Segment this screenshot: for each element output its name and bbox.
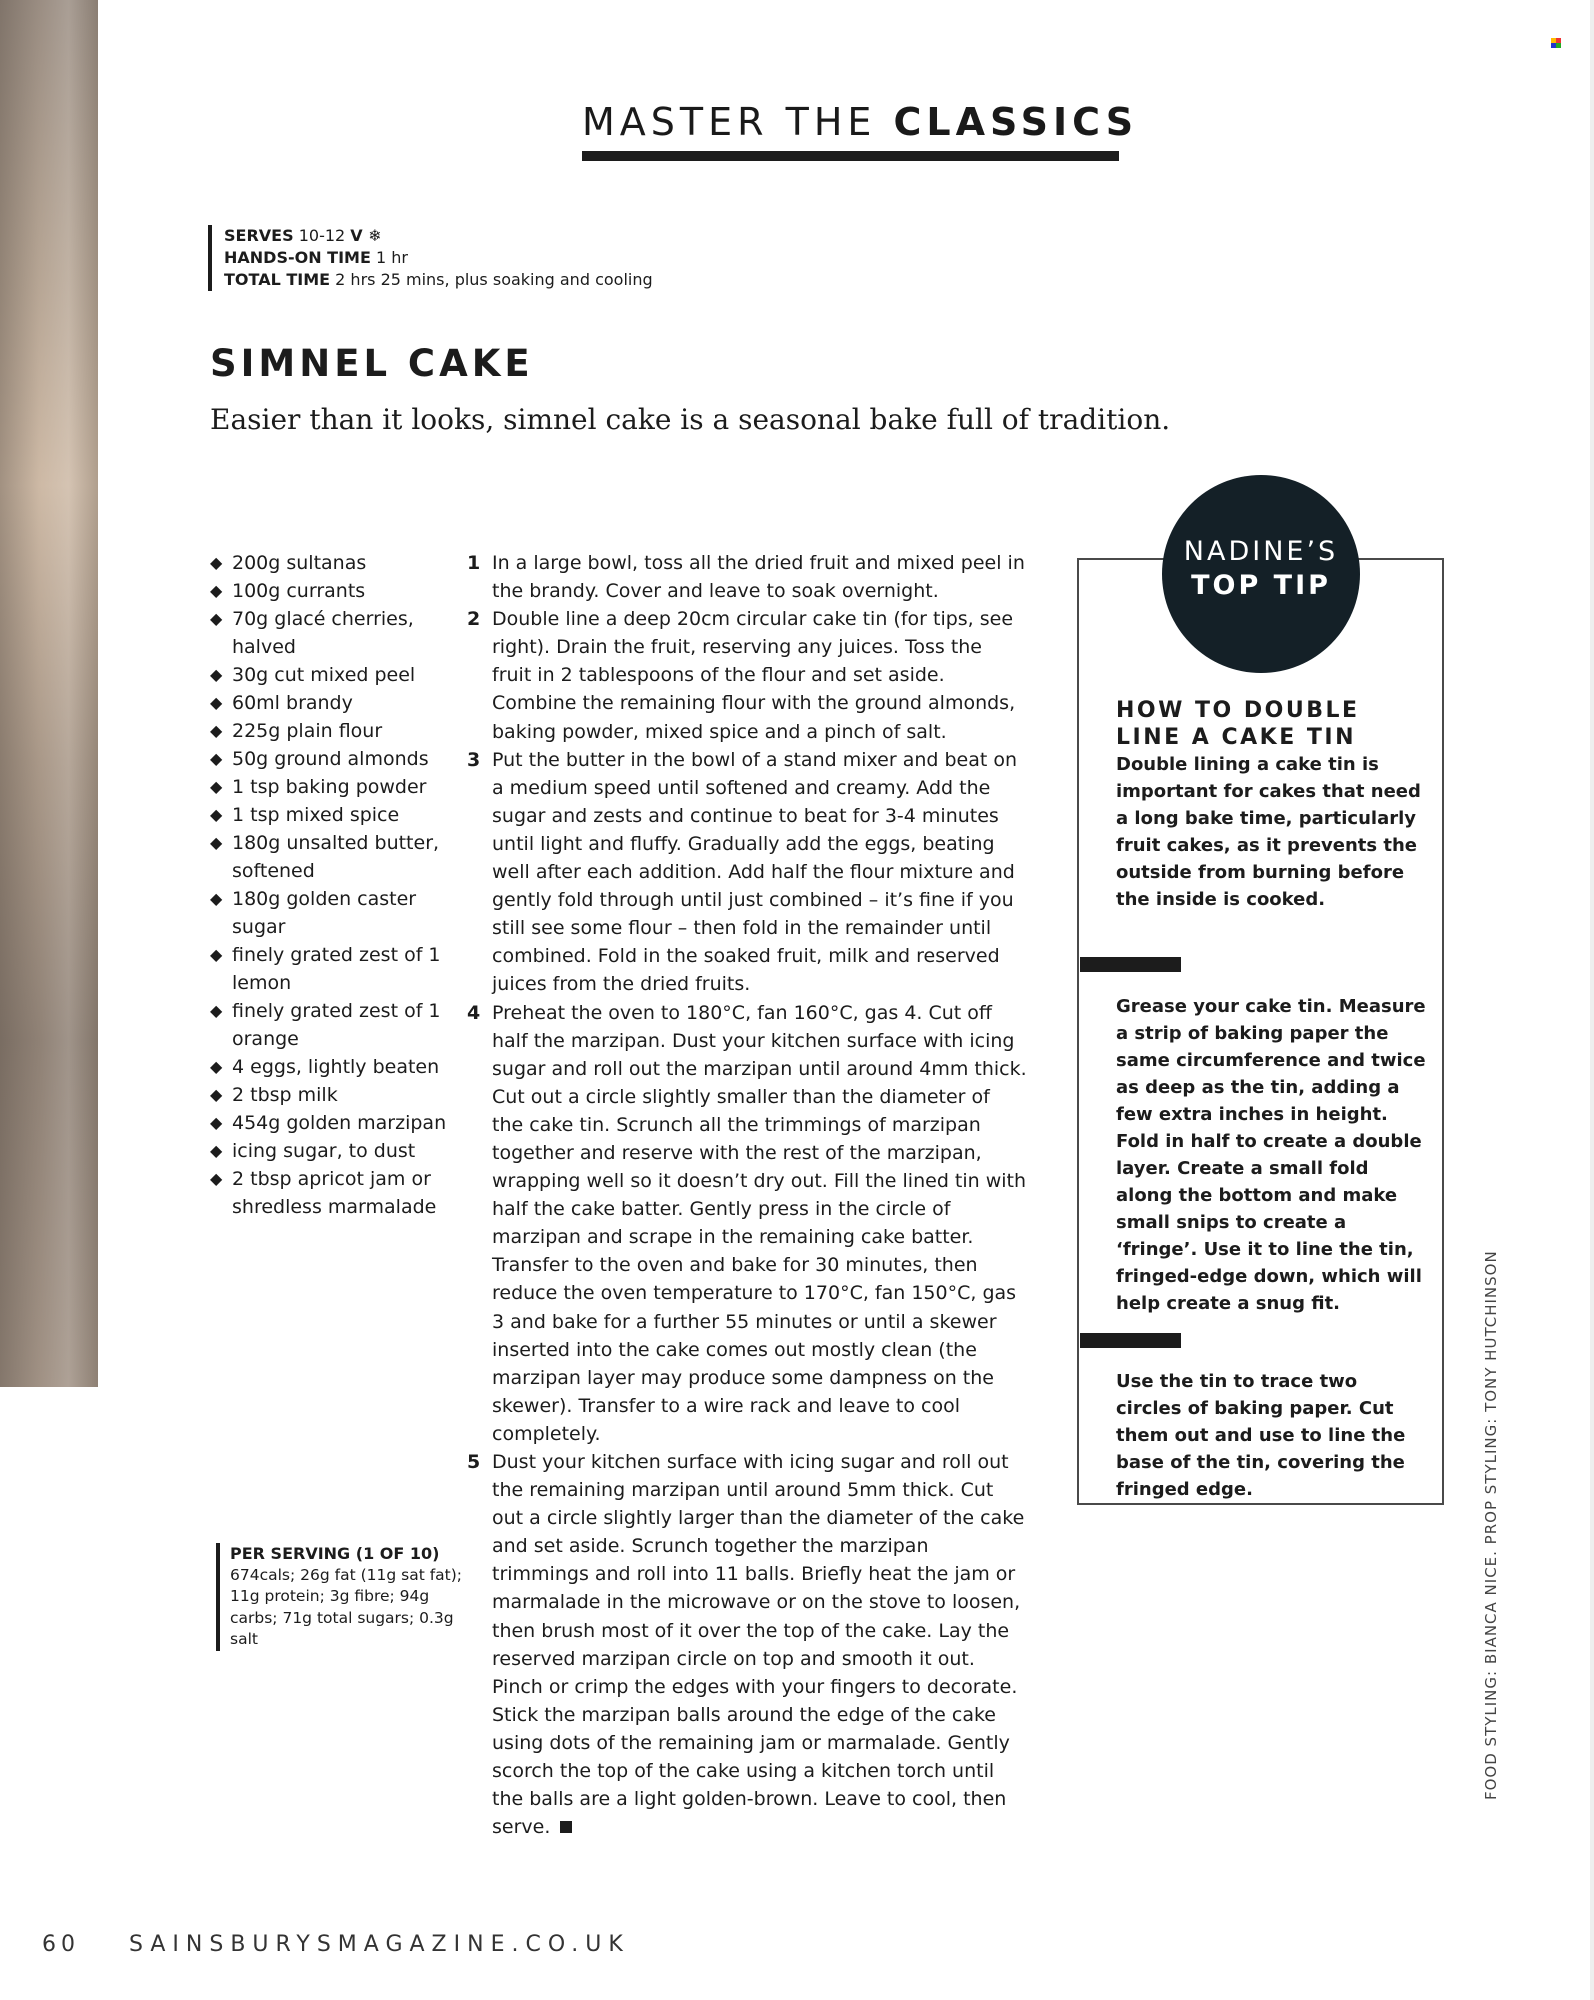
tip-intro: Double lining a cake tin is important for cakes that need a long bake time, particularly fruit cakes, as it prevents the outside from burning before the inside is cooked. xyxy=(1116,754,1421,910)
ingredient-item: ◆ 180g unsalted butter, softened xyxy=(210,829,460,885)
serves-label: SERVES xyxy=(224,226,294,245)
ingredient-item: ◆ finely grated zest of 1 lemon xyxy=(210,941,460,997)
hands-on-line xyxy=(224,247,744,269)
nutrition-panel xyxy=(216,1543,470,1651)
ingredient-item: ◆ 100g currants xyxy=(210,577,460,605)
top-tip-badge xyxy=(1162,475,1360,673)
tip-divider xyxy=(1080,957,1181,972)
ingredient-item: ◆ 180g golden caster sugar xyxy=(210,885,460,941)
colour-mark-icon xyxy=(1551,38,1561,48)
diet-marks: V ❄ xyxy=(350,226,382,245)
total-time-label: TOTAL TIME xyxy=(224,270,331,289)
step-text: In a large bowl, toss all the dried fruit and mixed peel in the brandy. Cover and leave to soak overnight. xyxy=(492,552,1025,603)
method-step xyxy=(467,746,1027,999)
ingredient-item: ◆ 454g golden marzipan xyxy=(210,1109,460,1137)
step-text: Dust your kitchen surface with icing sugar and roll out the remaining marzipan until around 5mm thick. Cut out a circle slightly larger than the diameter of the cake and set aside. Scrunch together the marzipan trimmings and roll into 11 balls. Briefly heat the jam or marmalade in the microwave or on the stove to loosen, then brush most of it over the top of the cake. Lay the reserved marzipan circle on top and smooth it out. Pinch or crimp the edges with your fingers to decorate. Stick the marzipan balls around the edge of the cake using dots of the remaining jam or marmalade. Gently scorch the top of the cake using a kitchen torch until the balls are a light golden-brown. Leave to cool, then serve. xyxy=(492,1451,1025,1839)
step-number: 4 xyxy=(467,1001,481,1024)
step-text: Put the butter in the bowl of a stand mixer and beat on a medium speed until softened and creamy. Add the sugar and zests and continue to beat for 3-4 minutes until light and fluffy. Gradually add the eggs, beating well after each addition. Add half the flour mixture and gently fold through until just combined – it’s fine if you still see some flour – then fold in the remainder until combined. Fold in the soaked fruit, milk and reserved juices from the dried fruits. xyxy=(492,748,1018,996)
tip-step-1: Grease your cake tin. Measure a strip of baking paper the same circumference and twice as deep as the tin, adding a few extra inches in height. Fold in half to create a double layer. Create a small fold along the bottom and make small snips to create a ‘fringe’. Use it to line the tin, fringed-edge down, which will help create a snug fit. xyxy=(1116,996,1426,1314)
total-time-line xyxy=(224,269,744,291)
method-step xyxy=(467,1448,1027,1841)
ingredient-item: ◆ 50g ground almonds xyxy=(210,745,460,773)
badge-line-2: TOP TIP xyxy=(1191,570,1331,601)
serves-value: 10-12 xyxy=(298,226,346,245)
tip-step-2: Use the tin to trace two circles of baking paper. Cut them out and use to line the base of the tin, covering the fringed edge. xyxy=(1116,1371,1406,1500)
ingredient-item: ◆ 70g glacé cherries, halved xyxy=(210,605,460,661)
ingredient-item: ◆ finely grated zest of 1 orange xyxy=(210,997,460,1053)
ingredient-item: ◆ 1 tsp baking powder xyxy=(210,773,460,801)
ingredient-item: ◆ 2 tbsp apricot jam or shredless marmalade xyxy=(210,1165,460,1221)
method-step xyxy=(467,605,1027,745)
step-text: Double line a deep 20cm circular cake tin (for tips, see right). Drain the fruit, reserving any juices. Toss the fruit in 2 tablespoons of the flour and set aside. Combine the remaining flour with the ground almonds, baking powder, mixed spice and a pinch of salt. xyxy=(492,608,1016,743)
total-time-value: 2 hrs 25 mins, plus soaking and cooling xyxy=(335,270,653,289)
ingredients-list xyxy=(210,549,460,1221)
ingredient-item: ◆ 2 tbsp milk xyxy=(210,1081,460,1109)
ingredient-item: ◆ 60ml brandy xyxy=(210,689,460,717)
section-rule xyxy=(582,151,1119,161)
nutrition-heading: PER SERVING (1 OF 10) xyxy=(230,1544,440,1563)
hands-on-value: 1 hr xyxy=(375,248,408,267)
step-number: 5 xyxy=(467,1451,481,1473)
step-number: 1 xyxy=(467,552,481,574)
section-title-light: MASTER THE xyxy=(582,100,877,144)
ingredient-item: ◆ 30g cut mixed peel xyxy=(210,661,460,689)
method-step xyxy=(467,549,1027,605)
step-text: Preheat the oven to 180°C, fan 160°C, gas 4. Cut off half the marzipan. Dust your kitchen surface with icing sugar and roll out the marzipan until around 4mm thick. Cut out a circle slightly smaller than the diameter of the cake tin. Scrunch all the trimmings of marzipan together and reserve with the rest of the marzipan, wrapping well so it doesn’t dry out. Fill the lined tin with half the cake batter. Gently press in the circle of marzipan and scrape in the remaining cake batter. Transfer to the oven and bake for 30 minutes, then reduce the oven temperature to 170°C, fan 150°C, gas 3 and bake for a further 55 minutes or until a skewer inserted into the cake comes out mostly clean (the marzipan layer may produce some dampness on the skewer). Transfer to a wire rack and leave to cool completely. xyxy=(492,1001,1027,1445)
recipe-title: SIMNEL CAKE xyxy=(210,342,534,385)
badge-line-1: NADINE’S xyxy=(1183,536,1339,567)
page-edge xyxy=(1590,0,1594,2000)
section-title xyxy=(582,100,1139,144)
section-title-bold: CLASSICS xyxy=(893,100,1139,144)
photo-credits: FOOD STYLING: BIANCA NICE. PROP STYLING: TONY HUTCHINSON xyxy=(1482,1250,1500,1800)
serves-line xyxy=(224,225,744,247)
step-number: 2 xyxy=(467,608,481,631)
ingredient-item: ◆ 4 eggs, lightly beaten xyxy=(210,1053,460,1081)
ingredient-item: ◆ 225g plain flour xyxy=(210,717,460,745)
tip-heading: HOW TO DOUBLE LINE A CAKE TIN xyxy=(1116,698,1360,750)
hands-on-label: HANDS-ON TIME xyxy=(224,248,371,267)
photo-edge xyxy=(0,0,98,1387)
page-number: 60 xyxy=(42,1932,80,1957)
ingredient-item: ◆ icing sugar, to dust xyxy=(210,1137,460,1165)
recipe-standfirst: Easier than it looks, simnel cake is a seasonal bake full of tradition. xyxy=(210,403,1171,436)
footer-site: SAINSBURYSMAGAZINE.CO.UK xyxy=(129,1932,630,1957)
ingredient-item: ◆ 1 tsp mixed spice xyxy=(210,801,460,829)
recipe-meta xyxy=(208,225,744,291)
tip-divider xyxy=(1080,1333,1181,1348)
step-number: 3 xyxy=(467,748,481,771)
method-list xyxy=(467,549,1027,1841)
end-mark-icon xyxy=(560,1821,572,1833)
ingredient-item: ◆ 200g sultanas xyxy=(210,549,460,577)
method-step xyxy=(467,999,1027,1449)
nutrition-text: 674cals; 26g fat (11g sat fat); 11g protein; 3g fibre; 94g carbs; 71g total sugars; 0.3g salt xyxy=(230,1565,463,1648)
